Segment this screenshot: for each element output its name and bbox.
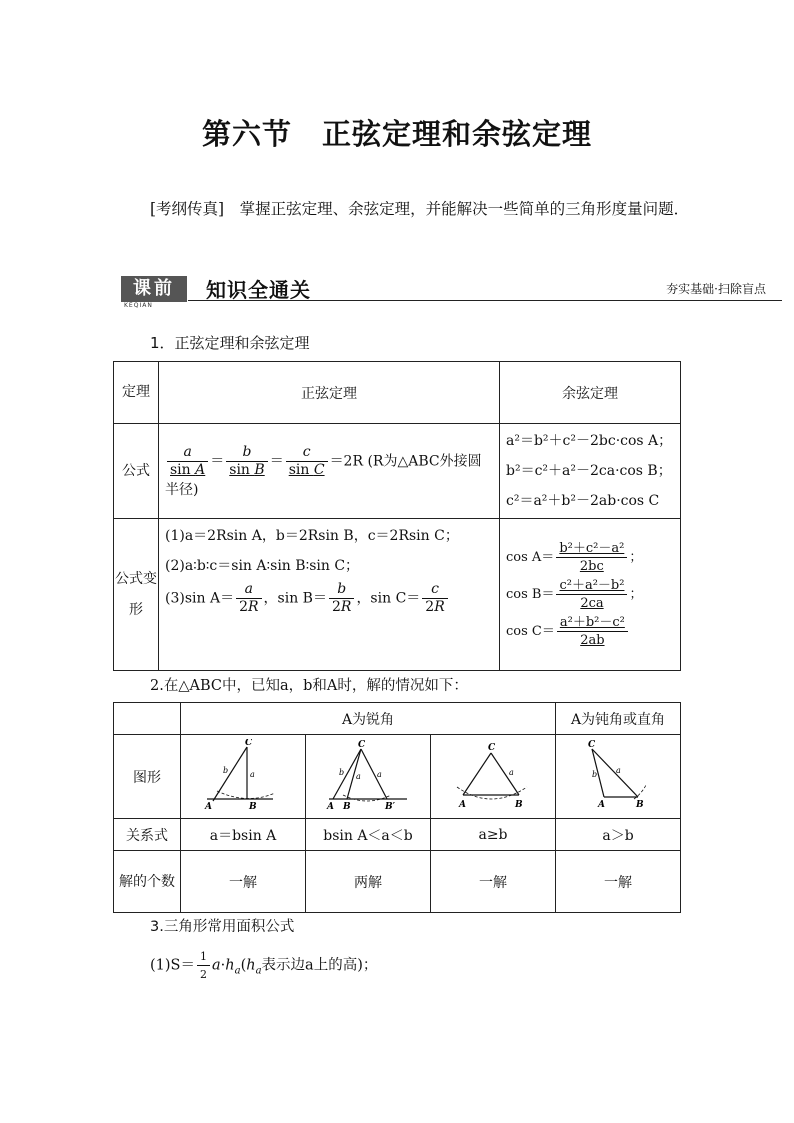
sine-law-tail: ＝2R (R为△ABC外接圆半径) xyxy=(165,453,482,498)
svg-text:a: a xyxy=(250,769,255,779)
section1-heading: 1．正弦定理和余弦定理 xyxy=(150,334,310,352)
theorem-table xyxy=(113,361,681,671)
solution-count-label: 解的个数 xyxy=(114,851,181,913)
svg-text:C: C xyxy=(358,739,366,750)
svg-text:b: b xyxy=(223,765,229,775)
relation-1: a＝bsin A xyxy=(181,819,306,851)
svg-text:A: A xyxy=(598,799,605,810)
figure-case-3 xyxy=(431,735,556,819)
col2-header: 余弦定理 xyxy=(500,362,681,424)
svg-text:a: a xyxy=(509,767,514,777)
cos-formula-b: b²＝c²＋a²－2ca·cos B； xyxy=(506,463,672,479)
sine-law-formula: $\frac{a}{\text{sin A}}$ ＝ $\frac{b}{\text{sin B}}$ ＝ $\frac{c}{\text{sin C}}$ ＝2R (R为△ABC外接圆半径) xyxy=(159,424,500,519)
svg-text:B′: B′ xyxy=(385,801,395,811)
section3-heading: 3.三角形常用面积公式 xyxy=(150,919,295,935)
cos-variant-a: cos A＝ $\frac{\text{b²＋c²－a²}}{2bc}$ ； xyxy=(506,541,643,574)
svg-text:B: B xyxy=(515,799,523,810)
cosine-law-formulas xyxy=(500,424,681,519)
banner-tag-sub: KEQIAN xyxy=(124,302,153,309)
relation-3: a≥b xyxy=(431,819,556,851)
relation-label: 关系式 xyxy=(114,819,181,851)
triangle-figure-4 xyxy=(578,739,658,811)
solution-3: 一解 xyxy=(431,851,556,913)
figure-label: 图形 xyxy=(114,735,181,819)
figure-case-1 xyxy=(181,735,306,819)
svg-text:b: b xyxy=(592,769,598,779)
cos-variant-b: cos B＝ $\frac{\text{c²＋a²－b²}}{2ca}$ ； xyxy=(506,578,643,611)
svg-text:A: A xyxy=(205,801,212,811)
intro-paragraph: [考纲传真] 掌握正弦定理、余弦定理，并能解决一些简单的三角形度量问题． xyxy=(150,200,690,218)
sine-variant-2: (2)a∶b∶c＝sin A∶sin B∶sin C； xyxy=(165,558,360,574)
figure-case-4 xyxy=(556,735,681,819)
svg-text:B: B xyxy=(249,801,257,811)
banner-tag: 课前 xyxy=(121,276,187,302)
svg-text:a: a xyxy=(377,769,382,779)
solution-2: 两解 xyxy=(306,851,431,913)
area-formula-1: (1)S＝ $\frac{1}{2}$ $a\cdot h_a(h_a$表示边a上的高)； xyxy=(150,950,378,981)
cosine-law-variants xyxy=(500,519,681,671)
figure-case-2 xyxy=(306,735,431,819)
cos-formula-c: c²＝a²＋b²－2ab·cos C xyxy=(506,493,660,509)
svg-text:a: a xyxy=(356,771,361,781)
svg-text:B: B xyxy=(636,799,644,810)
svg-text:A: A xyxy=(327,801,334,811)
svg-text:B: B xyxy=(343,801,351,811)
page-title: 第六节 正弦定理和余弦定理 xyxy=(201,117,593,151)
svg-text:C: C xyxy=(488,742,496,753)
banner-right: 夯实基础·扫除盲点 xyxy=(666,282,766,296)
relation-4: a＞b xyxy=(556,819,681,851)
col1-header: 正弦定理 xyxy=(159,362,500,424)
relation-2: bsin A＜a＜b xyxy=(306,819,431,851)
svg-text:C: C xyxy=(245,738,253,748)
section-banner xyxy=(118,270,782,310)
sine-law-variants xyxy=(159,519,500,671)
banner-rule xyxy=(188,300,782,301)
col0-header: 定理 xyxy=(114,362,159,424)
banner-name: 知识全通关 xyxy=(206,278,311,302)
row2-label: 公式变形 xyxy=(114,519,159,671)
corner-cell xyxy=(114,703,181,735)
obtuse-header: A为钝角或直角 xyxy=(556,703,681,735)
acute-header: A为锐角 xyxy=(181,703,556,735)
solution-1: 一解 xyxy=(181,851,306,913)
triangle-figure-3 xyxy=(453,739,533,811)
cos-formula-a: a²＝b²＋c²－2bc·cos A； xyxy=(506,433,673,449)
svg-text:a: a xyxy=(616,765,621,775)
sine-variant-3: (3)sin A＝ $\frac{a}{2R}$ ，sin B＝ $\frac{b}{2R}$ ，sin C＝ $\frac{c}{2R}$ xyxy=(165,581,493,616)
svg-text:C: C xyxy=(588,739,596,750)
triangle-figure-2 xyxy=(323,739,413,811)
solution-4: 一解 xyxy=(556,851,681,913)
sine-variant-1: (1)a＝2Rsin A，b＝2Rsin B，c＝2Rsin C； xyxy=(165,528,459,544)
cos-variant-c: cos C＝ $\frac{\text{a²＋b²－c²}}{2ab}$ xyxy=(506,614,674,649)
section2-heading: 2.在△ABC中，已知a，b和A时，解的情况如下： xyxy=(150,678,468,694)
row1-label: 公式 xyxy=(114,424,159,519)
triangle-figure-1 xyxy=(203,739,283,811)
solution-cases-table xyxy=(113,702,681,913)
svg-text:A: A xyxy=(459,799,466,810)
svg-text:b: b xyxy=(339,767,345,777)
